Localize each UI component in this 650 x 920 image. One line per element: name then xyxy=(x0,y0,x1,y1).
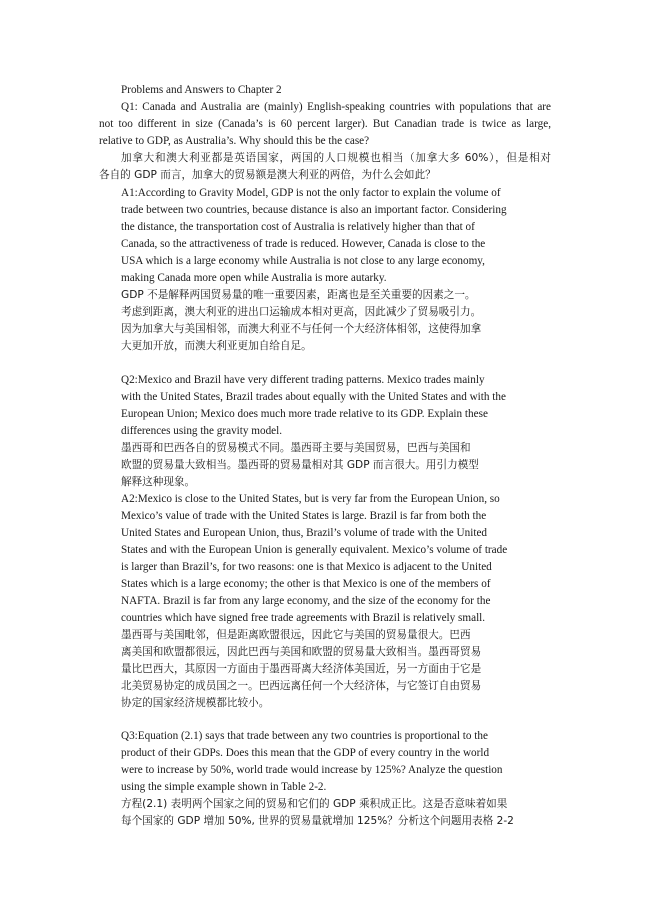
q3-question-line: Q3:Equation (2.1) says that trade between any two countries is proportional to the xyxy=(121,730,488,742)
q1-answer-zh-line: 考虑到距离，澳大利亚的进出口运输成本相对更高，因此减少了贸易吸引力。 xyxy=(121,306,482,318)
q2-answer-line: States which is a large economy; the other is that Mexico is one of the members of xyxy=(121,578,491,590)
q2-answer-line: countries which have signed free trade agreements with Brazil is relatively small. xyxy=(121,612,486,624)
q3-question-zh-line: 每个国家的 GDP 增加 50%, 世界的贸易量就增加 125%？分析这个问题用表格 2-2 xyxy=(121,815,514,827)
q2-answer-line: States and with the European Union is generally equivalent. Mexico’s volume of trade xyxy=(121,544,508,556)
q1-question-line: Q1: Canada and Australia are (mainly) English-speaking countries with populations that are xyxy=(121,101,551,113)
q2-answer-line: Mexico’s value of trade with the United States is large. Brazil is far from both the xyxy=(121,510,487,522)
q1-question-zh-line: 各自的 GDP 而言，加拿大的贸易额是澳大利亚的两倍，为什么会如此？ xyxy=(99,169,436,181)
q2-answer-zh-line: 协定的国家经济规模都比较小。 xyxy=(121,697,270,709)
q1-question-line: not too different in size (Canada’s is 60 percent larger). But Canadian trade is twice as large, xyxy=(99,118,551,130)
q2-answer-line: A2:Mexico is close to the United States, but is very far from the European Union, so xyxy=(121,493,500,505)
q2-answer-line: NAFTA. Brazil is far from any large economy, and the size of the economy for the xyxy=(121,595,491,607)
page-title: Problems and Answers to Chapter 2 xyxy=(121,84,282,96)
q1-answer-line: USA which is a large economy while Australia is not close to any large economy, xyxy=(121,255,485,267)
q2-answer-line: is larger than Brazil’s, for two reasons: one is that Mexico is adjacent to the United xyxy=(121,561,492,573)
q2-question-zh-line: 墨西哥和巴西各自的贸易模式不同。墨西哥主要与美国贸易，巴西与美国和 xyxy=(121,442,471,454)
q2-question-zh-line: 欧盟的贸易量大致相当。墨西哥的贸易量相对其 GDP 而言很大。用引力模型 xyxy=(121,459,479,471)
q1-question-zh-line: 加拿大和澳大利亚都是英语国家，两国的人口规模也相当（加拿大多 60%），但是相对 xyxy=(121,152,551,164)
q3-question-line: were to increase by 50%, world trade would increase by 125%? Analyze the question xyxy=(121,764,503,776)
q1-question-line: relative to GDP, as Australia’s. Why should this be the case? xyxy=(99,135,370,147)
q3-question-zh-line: 方程(2.1) 表明两个国家之间的贸易和它们的 GDP 乘积成正比。这是否意味着如果 xyxy=(121,798,508,810)
q3-question-line: using the simple example shown in Table 2-2. xyxy=(121,781,327,793)
q2-answer-zh-line: 离美国和欧盟都很远，因此巴西与美国和欧盟的贸易量大致相当。墨西哥贸易 xyxy=(121,646,482,658)
q2-answer-zh-line: 量比巴西大，其原因一方面由于墨西哥离大经济体美国近，另一方面由于它是 xyxy=(121,663,482,675)
q1-answer-line: trade between two countries, because distance is also an important factor. Considering xyxy=(121,204,507,216)
q2-question-line: European Union; Mexico does much more trade relative to its GDP. Explain these xyxy=(121,408,488,420)
q1-answer-line: the distance, the transportation cost of Australia is relatively higher than that of xyxy=(121,221,475,233)
q1-answer-zh-line: 大更加开放，而澳大利亚更加自给自足。 xyxy=(121,340,312,352)
q1-answer-line: Canada, so the attractiveness of trade is reduced. However, Canada is close to the xyxy=(121,238,486,250)
q1-answer-line: A1:According to Gravity Model, GDP is not the only factor to explain the volume of xyxy=(121,187,501,199)
q2-question-line: with the United States, Brazil trades about equally with the United States and with the xyxy=(121,391,506,403)
q1-answer-zh-line: 因为加拿大与美国相邻，而澳大利亚不与任何一个大经济体相邻，这使得加拿 xyxy=(121,323,482,335)
q2-answer-line: United States and European Union, thus, Brazil’s volume of trade with the United xyxy=(121,527,488,539)
q2-answer-zh-line: 北美贸易协定的成员国之一。巴西远离任何一个大经济体，与它签订自由贸易 xyxy=(121,680,482,692)
q2-question-line: Q2:Mexico and Brazil have very different trading patterns. Mexico trades mainly xyxy=(121,374,485,386)
q2-question-zh-line: 解释这种现象。 xyxy=(121,476,196,488)
q1-answer-zh-line: GDP 不是解释两国贸易量的唯一重要因素，距离也是至关重要的因素之一。 xyxy=(121,289,476,301)
q1-answer-line: making Canada more open while Australia is more autarky. xyxy=(121,272,387,284)
q2-question-line: differences using the gravity model. xyxy=(121,425,283,437)
q2-answer-zh-line: 墨西哥与美国毗邻，但是距离欧盟很远，因此它与美国的贸易量很大。巴西 xyxy=(121,629,471,641)
q3-question-line: product of their GDPs. Does this mean that the GDP of every country in the world xyxy=(121,747,490,759)
